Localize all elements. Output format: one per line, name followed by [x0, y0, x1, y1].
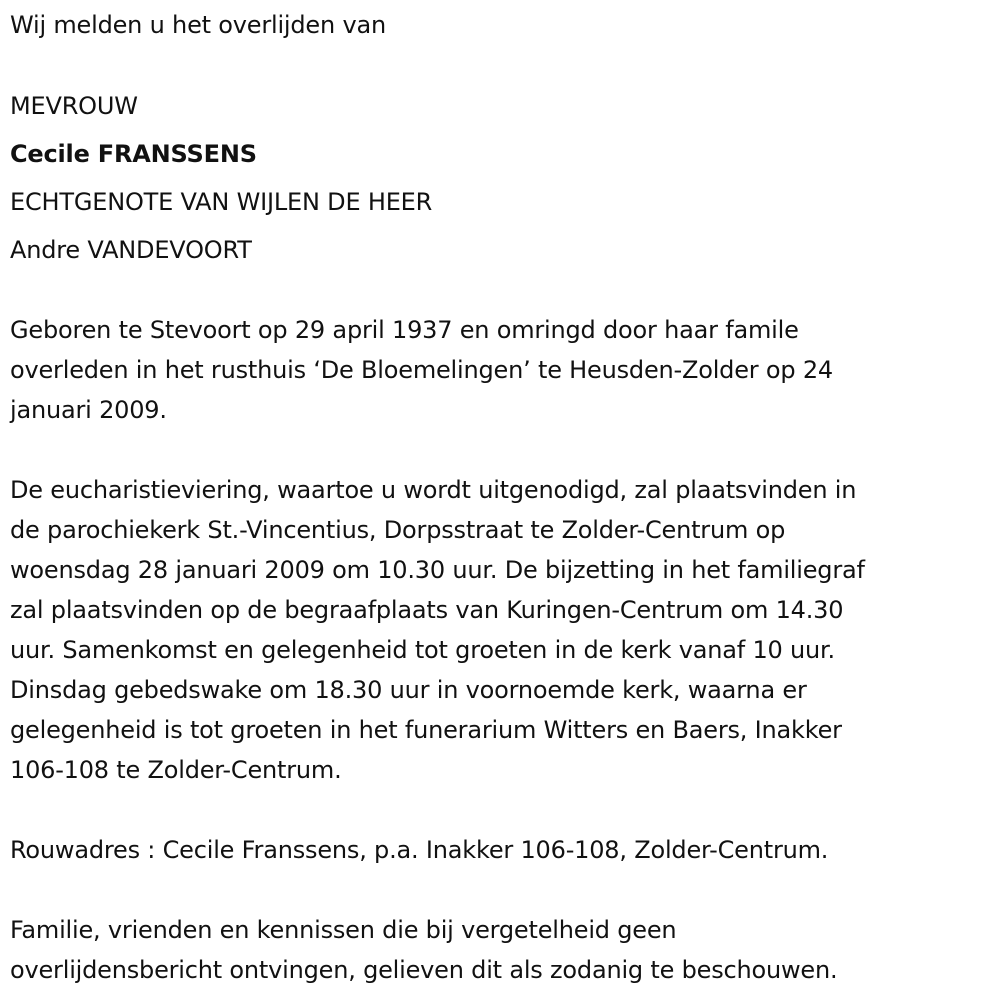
ceremony-line: zal plaatsvinden op de begraafplaats van Kuringen-Centrum om 14.30 [10, 596, 844, 624]
birth-line: Geboren te Stevoort op 29 april 1937 en omringd door haar famile [10, 316, 799, 344]
ceremony-line: De eucharistieviering, waartoe u wordt uitgenodigd, zal plaatsvinden in [10, 476, 857, 504]
ceremony-line: de parochiekerk St.-Vincentius, Dorpsstraat te Zolder-Centrum op [10, 516, 786, 544]
relation-line: ECHTGENOTE VAN WIJLEN DE HEER [10, 188, 433, 216]
ceremony-line: uur. Samenkomst en gelegenheid tot groeten in de kerk vanaf 10 uur. [10, 636, 835, 664]
deceased-name: Cecile FRANSSENS [10, 140, 257, 168]
obituary-notice [10, 0, 990, 1006]
ceremony-line: 106-108 te Zolder-Centrum. [10, 756, 342, 784]
spouse-name: Andre VANDEVOORT [10, 236, 252, 264]
ceremony-line: gelegenheid is tot groeten in het funerarium Witters en Baers, Inakker [10, 716, 842, 744]
intro-line: Wij melden u het overlijden van [10, 11, 386, 39]
closing-line: overlijdensbericht ontvingen, gelieven dit als zodanig te beschouwen. [10, 956, 838, 984]
birth-line: overleden in het rusthuis ‘De Bloemelingen’ te Heusden-Zolder op 24 [10, 356, 833, 384]
mourning-address: Rouwadres : Cecile Franssens, p.a. Inakker 106-108, Zolder-Centrum. [10, 836, 829, 864]
ceremony-line: Dinsdag gebedswake om 18.30 uur in voornoemde kerk, waarna er [10, 676, 807, 704]
closing-line: Familie, vrienden en kennissen die bij vergetelheid geen [10, 916, 677, 944]
ceremony-line: woensdag 28 januari 2009 om 10.30 uur. De bijzetting in het familiegraf [10, 556, 865, 584]
honorific: MEVROUW [10, 92, 138, 120]
birth-line: januari 2009. [10, 396, 167, 424]
